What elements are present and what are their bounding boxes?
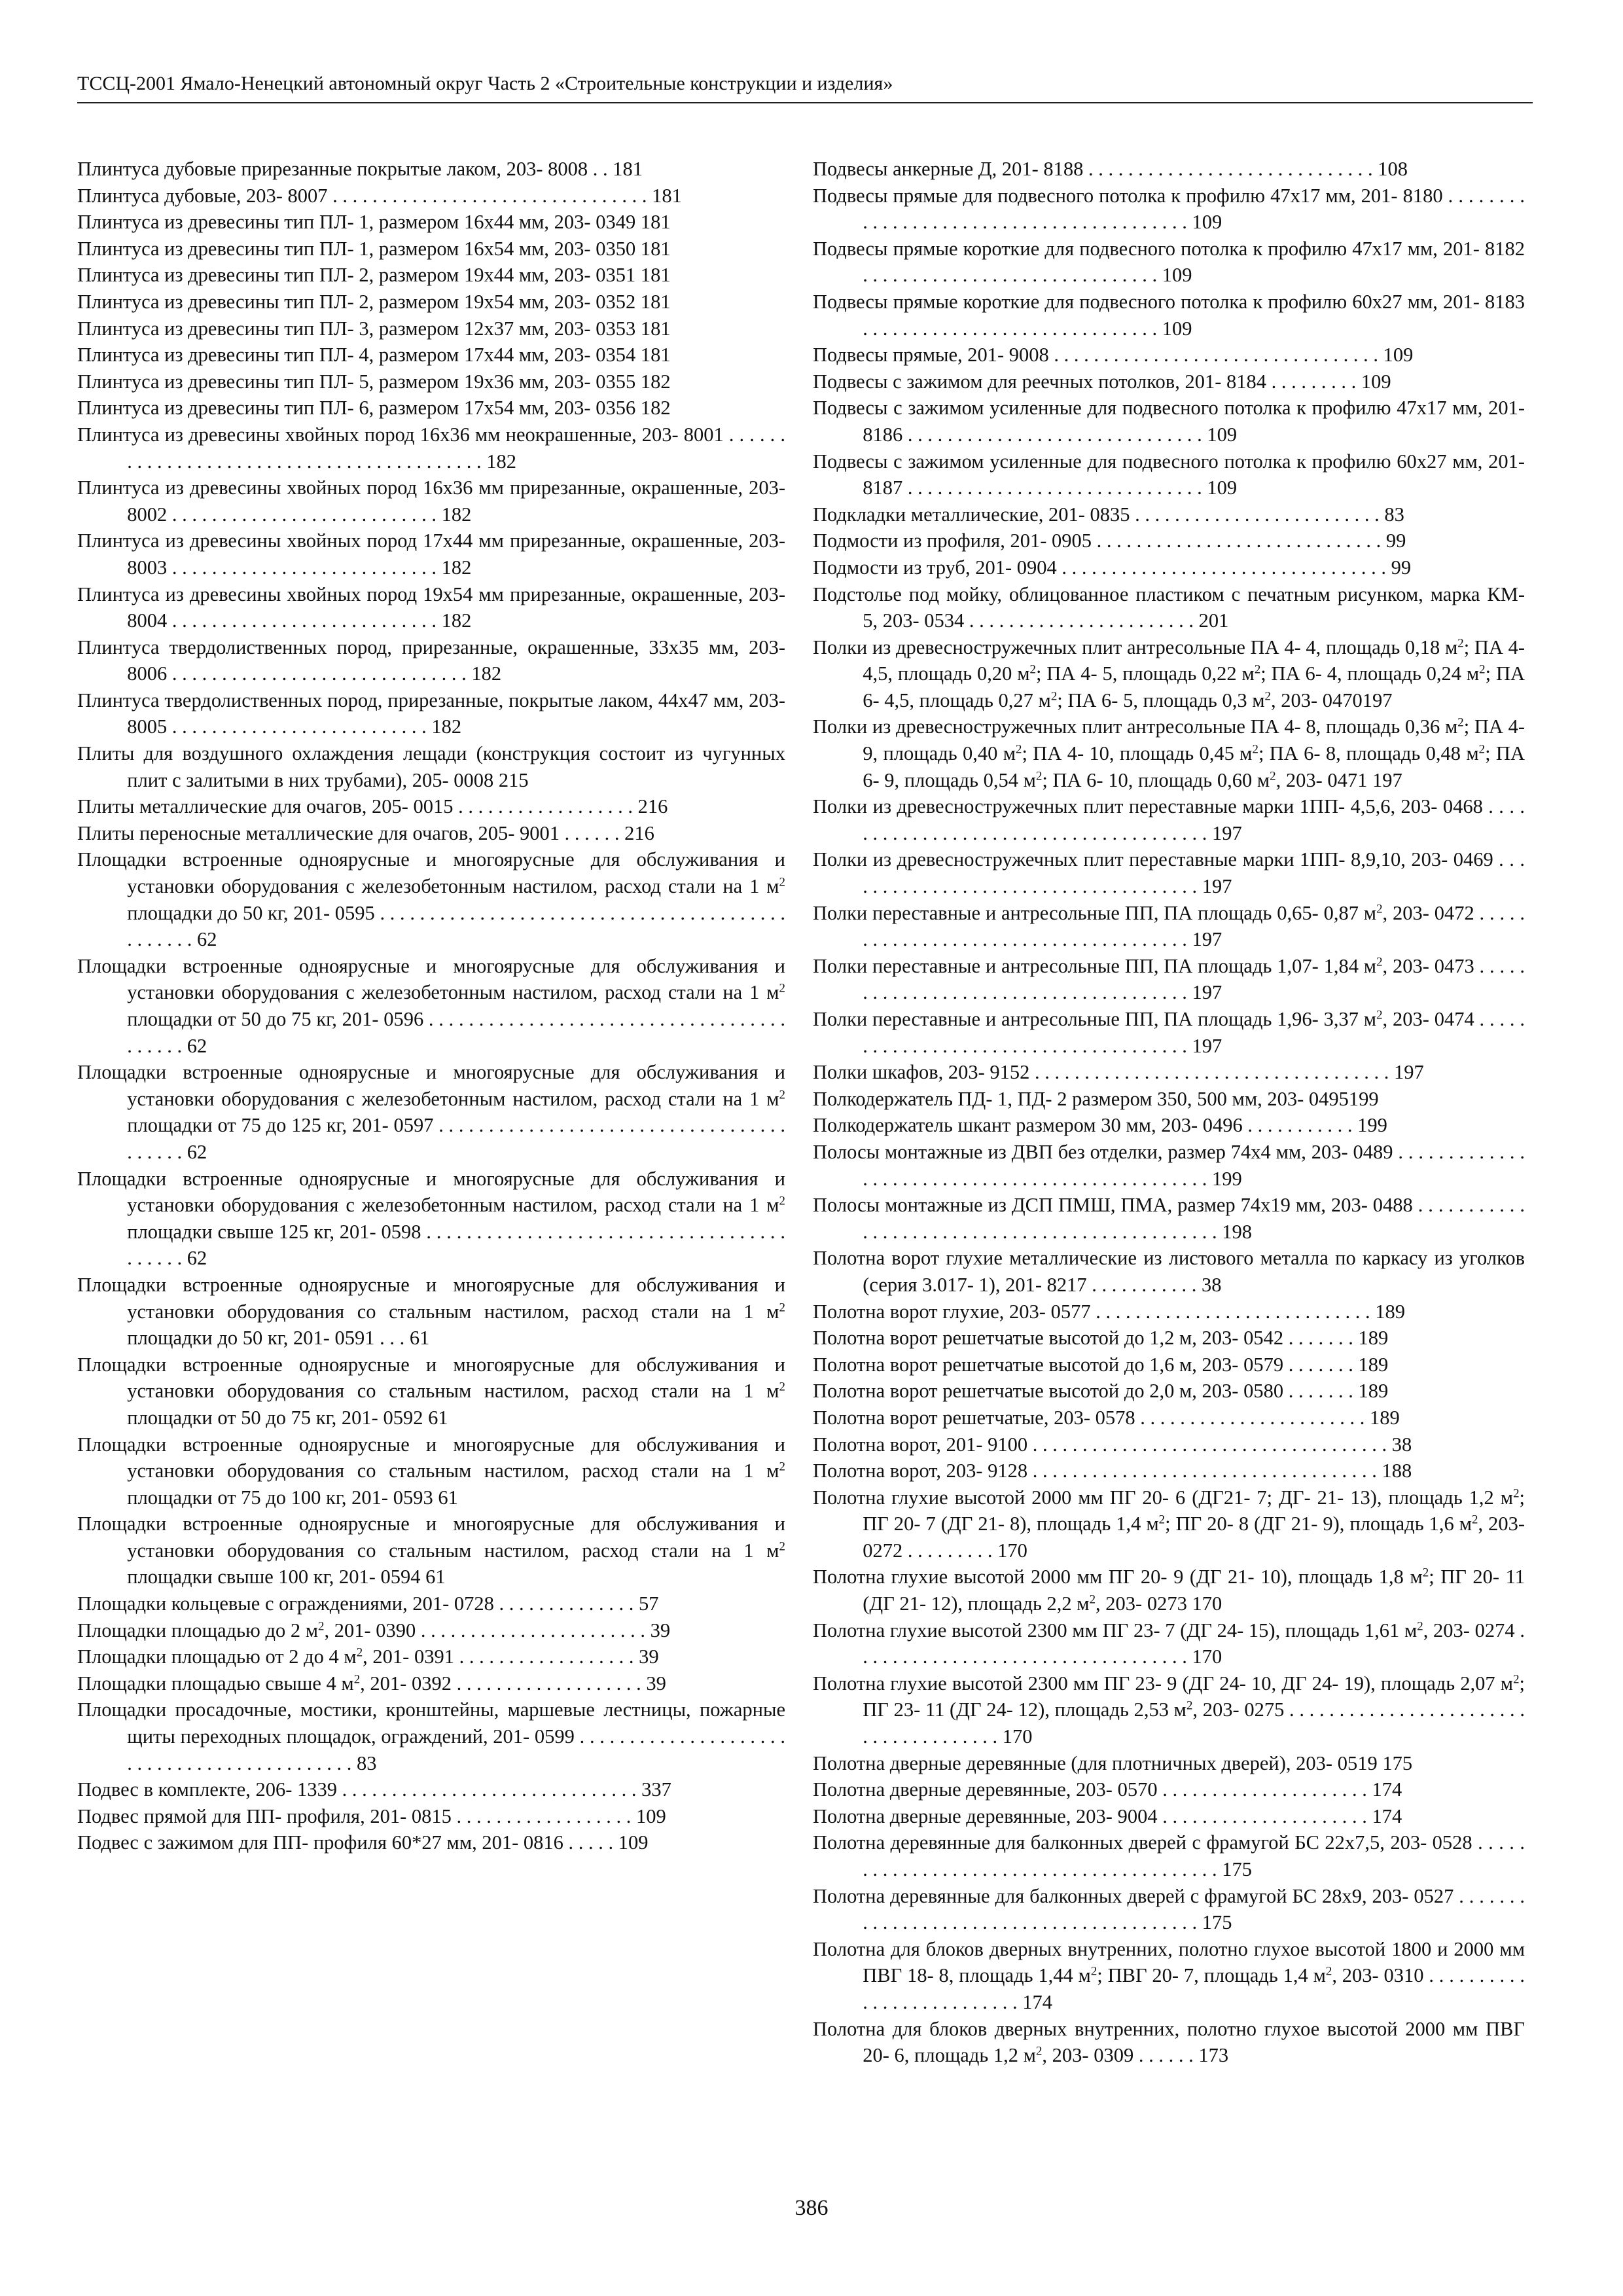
index-entry: Площадки площадью свыше 4 $м^2$, 201- 0392 . . . . . . . . . . . . . . . . . . . 39: [77, 1672, 666, 1695]
index-entry: Плиты металлические для очагов, 205- 0015 . . . . . . . . . . . . . . . . . . 216: [77, 795, 668, 818]
index-entry: Плиты переносные металлические для очагов, 205- 9001 . . . . . . 216: [77, 821, 654, 844]
index-entry: Полки шкафов, 203- 9152 . . . . . . . . . . . . . . . . . . . . . . . . . . . . . . . . . . . . 197: [813, 1061, 1424, 1084]
index-entry: Подмости из труб, 201- 0904 . . . . . . . . . . . . . . . . . . . . . . . . . . . . . . . . . 99: [813, 556, 1412, 579]
index-entry: Полотна ворот, 201- 9100 . . . . . . . . . . . . . . . . . . . . . . . . . . . . . . . . . . . . 38: [813, 1433, 1412, 1456]
index-entry: Плинтуса из древесины тип ПЛ- 6, размером 17х54 мм, 203- 0356 182: [77, 397, 671, 420]
index-entry: Плинтуса дубовые, 203- 8007 . . . . . . . . . . . . . . . . . . . . . . . . . . . . . . . . 181: [77, 184, 682, 207]
index-entry: Подмости из профиля, 201- 0905 . . . . . . . . . . . . . . . . . . . . . . . . . . . . . 99: [813, 529, 1406, 552]
index-entry: Подвесы прямые для подвесного потолка к профилю 47х17 мм, 201- 8180 . . . . . . . . . . . . . . . . . . . . . . . . . . . . . . . . . . . . . . . . . 109: [813, 184, 1525, 234]
index-column-right: [813, 156, 1525, 2069]
index-entry: Плинтуса твердолиственных пород, прирезанные, окрашенные, 33х35 мм, 203- 8006 . . . . . . . . . . . . . . . . . . . . . . . . . . . . . . 182: [77, 636, 785, 685]
index-entry: Полотна для блоков дверных внутренних, полотно глухое высотой 1800 и 2000 мм ПВГ 18- 8, площадь 1,44 $м^2$; ПВГ 20- 7, площадь 1,4 $м^2$, 203- 0310 . . . . . . . . . . . . . . . . . . . . . . . . . . 174: [813, 1937, 1525, 2013]
index-entry: Подвесы прямые, 201- 9008 . . . . . . . . . . . . . . . . . . . . . . . . . . . . . . . . . 109: [813, 344, 1414, 367]
index-entry: Плинтуса из древесины тип ПЛ- 1, размером 16х44 мм, 203- 0349 181: [77, 211, 671, 234]
index-entry: Площадки встроенные одноярусные и многоярусные для обслуживания и установки оборудования со стальным настилом, расход стали на 1 $м^2$ площадки свыше 100 кг, 201- 0594 61: [77, 1513, 785, 1588]
index-entry: Плинтуса из древесины тип ПЛ- 5, размером 19х36 мм, 203- 0355 182: [77, 370, 671, 393]
index-entry: Полотна деревянные для балконных дверей с фрамугой БС 28х9, 203- 0527 . . . . . . . . . . . . . . . . . . . . . . . . . . . . . . . . . . . . . . . . . 175: [813, 1884, 1525, 1934]
index-entry: Плинтуса из древесины хвойных пород 16х36 мм неокрашенные, 203- 8001 . . . . . . . . . . . . . . . . . . . . . . . . . . . . . . . . . . . . . . . . . . 182: [77, 423, 785, 473]
index-entry: Площадки встроенные одноярусные и многоярусные для обслуживания и установки оборудования со стальным настилом, расход стали на 1 $м^2$ площадки от 50 до 75 кг, 201- 0592 61: [77, 1353, 785, 1429]
index-entry: Полки из древесностружечных плит переставные марки 1ПП- 8,9,10, 203- 0469 . . . . . . . . . . . . . . . . . . . . . . . . . . . . . . . . . . . . . 197: [813, 848, 1525, 898]
index-entry: Полкодержатель шкант размером 30 мм, 203- 0496 . . . . . . . . . . . 199: [813, 1114, 1387, 1137]
index-entry: Полотна глухие высотой 2300 мм ПГ 23- 7 (ДГ 24- 15), площадь 1,61 $м^2$, 203- 0274 . . . . . . . . . . . . . . . . . . . . . . . . . . . . . . . . . . 170: [813, 1619, 1525, 1668]
index-entry: Плинтуса из древесины тип ПЛ- 4, размером 17х44 мм, 203- 0354 181: [77, 344, 671, 367]
index-entry: Полотна ворот решетчатые высотой до 1,2 м, 203- 0542 . . . . . . . 189: [813, 1327, 1389, 1350]
index-entry: Площадки встроенные одноярусные и многоярусные для обслуживания и установки оборудования с железобетонным настилом, расход стали на 1 $м^2$ площадки до 50 кг, 201- 0595 . . . . . . . . . . . . . . . . . . . . . . . . . . . . . . . . . . . . . . . . . . . . . . . . 62: [77, 848, 785, 951]
index-entry: Площадки кольцевые с ограждениями, 201- 0728 . . . . . . . . . . . . . . 57: [77, 1592, 659, 1615]
index-entry: Подвесы с зажимом для реечных потолков, 201- 8184 . . . . . . . . . 109: [813, 370, 1391, 393]
index-entry: Полотна ворот, 203- 9128 . . . . . . . . . . . . . . . . . . . . . . . . . . . . . . . . . . . 188: [813, 1460, 1412, 1482]
index-entry: Полкодержатель ПД- 1, ПД- 2 размером 350, 500 мм, 203- 0495199: [813, 1087, 1379, 1110]
index-entry: Подвесы с зажимом усиленные для подвесного потолка к профилю 60х27 мм, 201- 8187 . . . . . . . . . . . . . . . . . . . . . . . . . . . . . . 109: [813, 450, 1525, 499]
index-entry: Подвесы анкерные Д, 201- 8188 . . . . . . . . . . . . . . . . . . . . . . . . . . . . . 108: [813, 158, 1408, 180]
header-title: ТССЦ-2001 Ямало-Ненецкий автономный округ Часть 2 «Строительные конструкции и изделия»: [77, 73, 893, 94]
index-entry: Подвесы прямые короткие для подвесного потолка к профилю 60х27 мм, 201- 8183 . . . . . . . . . . . . . . . . . . . . . . . . . . . . . . 109: [813, 290, 1525, 340]
index-entry: Полки переставные и антресольные ПП, ПА площадь 0,65- 0,87 $м^2$, 203- 0472 . . . . . . . . . . . . . . . . . . . . . . . . . . . . . . . . . . . . . . 197: [813, 901, 1525, 951]
index-entry: Площадки встроенные одноярусные и многоярусные для обслуживания и установки оборудования с железобетонным настилом, расход стали на 1 $м^2$ площадки от 75 до 125 кг, 201- 0597 . . . . . . . . . . . . . . . . . . . . . . . . . . . . . . . . . . . . . . . . . 62: [77, 1061, 785, 1163]
index-entry: Полотна глухие высотой 2000 мм ПГ 20- 9 (ДГ 21- 10), площадь 1,8 $м^2$; ПГ 20- 11 (ДГ 21- 12), площадь 2,2 $м^2$, 203- 0273 170: [813, 1566, 1525, 1615]
index-entry: Полотна дверные деревянные (для плотничных дверей), 203- 0519 175: [813, 1751, 1413, 1774]
index-entry: Подвесы с зажимом усиленные для подвесного потолка к профилю 47х17 мм, 201- 8186 . . . . . . . . . . . . . . . . . . . . . . . . . . . . . . 109: [813, 397, 1525, 446]
index-entry: Площадки встроенные одноярусные и многоярусные для обслуживания и установки оборудования с железобетонным настилом, расход стали на 1 $м^2$ площадки от 50 до 75 кг, 201- 0596 . . . . . . . . . . . . . . . . . . . . . . . . . . . . . . . . . . . . . . . . . . 62: [77, 954, 785, 1057]
index-entry: Плинтуса твердолиственных пород, прирезанные, покрытые лаком, 44х47 мм, 203- 8005 . . . . . . . . . . . . . . . . . . . . . . . . . . 182: [77, 689, 785, 738]
running-header: [77, 71, 1533, 103]
index-entry: Плинтуса из древесины тип ПЛ- 2, размером 19х54 мм, 203- 0352 181: [77, 290, 671, 313]
index-entry: Подстолье под мойку, облицованное пластиком с печатным рисунком, марка КМ- 5, 203- 0534 . . . . . . . . . . . . . . . . . . . . . . . 201: [813, 583, 1525, 632]
index-entry: Полотна глухие высотой 2000 мм ПГ 20- 6 (ДГ21- 7; ДГ- 21- 13), площадь 1,2 $м^2$; ПГ 20- 7 (ДГ 21- 8), площадь 1,4 $м^2$; ПГ 20- 8 (ДГ 21- 9), площадь 1,6 $м^2$, 203- 0272 . . . . . . . . . 170: [813, 1486, 1525, 1562]
index-entry: Полотна глухие высотой 2300 мм ПГ 23- 9 (ДГ 24- 10, ДГ 24- 19), площадь 2,07 $м^2$; ПГ 23- 11 (ДГ 24- 12), площадь 2,53 $м^2$, 203- 0275 . . . . . . . . . . . . . . . . . . . . . . . . . . . . . . . . . . . . . . 170: [813, 1672, 1525, 1748]
index-entry: Полки переставные и антресольные ПП, ПА площадь 1,96- 3,37 $м^2$, 203- 0474 . . . . . . . . . . . . . . . . . . . . . . . . . . . . . . . . . . . . . . 197: [813, 1008, 1525, 1057]
index-entry: Подвес прямой для ПП- профиля, 201- 0815 . . . . . . . . . . . . . . . . . . 109: [77, 1804, 666, 1827]
index-entry: Полотна дверные деревянные, 203- 0570 . . . . . . . . . . . . . . . . . . . . . 174: [813, 1778, 1402, 1801]
index-entry: Плинтуса из древесины тип ПЛ- 3, размером 12х37 мм, 203- 0353 181: [77, 317, 671, 340]
index-entry: Полки из древесностружечных плит антресольные ПА 4- 8, площадь 0,36 $м^2$; ПА 4- 9, площадь 0,40 $м^2$; ПА 4- 10, площадь 0,45 $м^2$; ПА 6- 8, площадь 0,48 $м^2$; ПА 6- 9, площадь 0,54 $м^2$; ПА 6- 10, площадь 0,60 $м^2$, 203- 0471 197: [813, 715, 1525, 791]
index-entry: Площадки встроенные одноярусные и многоярусные для обслуживания и установки оборудования со стальным настилом, расход стали на 1 $м^2$ площадки до 50 кг, 201- 0591 . . . 61: [77, 1273, 785, 1350]
page-number: 386: [794, 2196, 829, 2220]
index-entry: Площадки площадью от 2 до 4 $м^2$, 201- 0391 . . . . . . . . . . . . . . . . . . 39: [77, 1645, 659, 1668]
index-entry: Плинтуса из древесины хвойных пород 16х36 мм прирезанные, окрашенные, 203- 8002 . . . . . . . . . . . . . . . . . . . . . . . . . . . 182: [77, 476, 785, 526]
index-entry: Плинтуса из древесины тип ПЛ- 2, размером 19х44 мм, 203- 0351 181: [77, 264, 671, 287]
index-entry: Полотна ворот решетчатые высотой до 2,0 м, 203- 0580 . . . . . . . 189: [813, 1380, 1389, 1403]
index-entry: Полотна деревянные для балконных дверей с фрамугой БС 22х7,5, 203- 0528 . . . . . . . . . . . . . . . . . . . . . . . . . . . . . . . . . . . . . . . . . 175: [813, 1831, 1525, 1880]
index-entry: Полотна ворот глухие металлические из листового металла по каркасу из уголков (серия 3.017- 1), 201- 8217 . . . . . . . . . . . 38: [813, 1247, 1525, 1296]
index-entry: Полотна ворот глухие, 203- 0577 . . . . . . . . . . . . . . . . . . . . . . . . . . . . 189: [813, 1300, 1405, 1323]
index-entry: Плинтуса из древесины тип ПЛ- 1, размером 16х54 мм, 203- 0350 181: [77, 237, 671, 260]
index-entry: Плинтуса из древесины хвойных пород 17х44 мм прирезанные, окрашенные, 203- 8003 . . . . . . . . . . . . . . . . . . . . . . . . . . . 182: [77, 529, 785, 579]
index-entry: Площадки встроенные одноярусные и многоярусные для обслуживания и установки оборудования с железобетонным настилом, расход стали на 1 $м^2$ площадки свыше 125 кг, 201- 0598 . . . . . . . . . . . . . . . . . . . . . . . . . . . . . . . . . . . . . . . . . . 62: [77, 1167, 785, 1270]
index-entry: Полотна для блоков дверных внутренних, полотно глухое высотой 2000 мм ПВГ 20- 6, площадь 1,2 $м^2$, 203- 0309 . . . . . . 173: [813, 2017, 1525, 2067]
index-entry: Подвес с зажимом для ПП- профиля 60*27 мм, 201- 0816 . . . . . 109: [77, 1831, 649, 1854]
index-entry: Полки переставные и антресольные ПП, ПА площадь 1,07- 1,84 $м^2$, 203- 0473 . . . . . . . . . . . . . . . . . . . . . . . . . . . . . . . . . . . . . . 197: [813, 954, 1525, 1004]
index-entry: Полотна ворот решетчатые, 203- 0578 . . . . . . . . . . . . . . . . . . . . . . . 189: [813, 1406, 1400, 1429]
index-column-left: [77, 156, 785, 1856]
index-entry: Площадки площадью до 2 $м^2$, 201- 0390 . . . . . . . . . . . . . . . . . . . . . . . 39: [77, 1619, 671, 1641]
index-entry: Площадки просадочные, мостики, кронштейны, маршевые лестницы, пожарные щиты переходных площадок, ограждений, 201- 0599 . . . . . . . . . . . . . . . . . . . . . . . . . . . . . . . . . . . . . . . . . . . . 83: [77, 1698, 785, 1774]
index-entry: Плиты для воздушного охлаждения лещади (конструкция состоит из чугунных плит с залитыми в них трубами), 205- 0008 215: [77, 742, 785, 791]
index-entry: Площадки встроенные одноярусные и многоярусные для обслуживания и установки оборудования со стальным настилом, расход стали на 1 $м^2$ площадки от 75 до 100 кг, 201- 0593 61: [77, 1433, 785, 1509]
index-entry: Полки из древесностружечных плит переставные марки 1ПП- 4,5,6, 203- 0468 . . . . . . . . . . . . . . . . . . . . . . . . . . . . . . . . . . . . . . . 197: [813, 795, 1525, 844]
index-entry: Подкладки металлические, 201- 0835 . . . . . . . . . . . . . . . . . . . . . . . . . 83: [813, 503, 1404, 526]
index-entry: Полосы монтажные из ДВП без отделки, размер 74х4 мм, 203- 0489 . . . . . . . . . . . . . . . . . . . . . . . . . . . . . . . . . . . . . . . . . . . . . . . . 199: [813, 1140, 1525, 1190]
index-entry: Плинтуса дубовые прирезанные покрытые лаком, 203- 8008 . . 181: [77, 158, 643, 180]
index-entry: Подвесы прямые короткие для подвесного потолка к профилю 47х17 мм, 201- 8182 . . . . . . . . . . . . . . . . . . . . . . . . . . . . . . 109: [813, 237, 1525, 287]
index-entry: Полотна дверные деревянные, 203- 9004 . . . . . . . . . . . . . . . . . . . . . 174: [813, 1804, 1402, 1827]
index-entry: Полотна ворот решетчатые высотой до 1,6 м, 203- 0579 . . . . . . . 189: [813, 1353, 1389, 1376]
index-entry: Плинтуса из древесины хвойных пород 19х54 мм прирезанные, окрашенные, 203- 8004 . . . . . . . . . . . . . . . . . . . . . . . . . . . 182: [77, 583, 785, 632]
index-entry: Полки из древесностружечных плит антресольные ПА 4- 4, площадь 0,18 $м^2$; ПА 4- 4,5, площадь 0,20 $м^2$; ПА 4- 5, площадь 0,22 $м^2$; ПА 6- 4, площадь 0,24 $м^2$; ПА 6- 4,5, площадь 0,27 $м^2$; ПА 6- 5, площадь 0,3 $м^2$, 203- 0470197: [813, 636, 1525, 711]
index-entry: Подвес в комплекте, 206- 1339 . . . . . . . . . . . . . . . . . . . . . . . . . . . . . . 337: [77, 1778, 671, 1801]
index-entry: Полосы монтажные из ДСП ПМШ, ПМА, размер 74х19 мм, 203- 0488 . . . . . . . . . . . . . . . . . . . . . . . . . . . . . . . . . . . . . . . . . . . . . . . 198: [813, 1194, 1525, 1243]
